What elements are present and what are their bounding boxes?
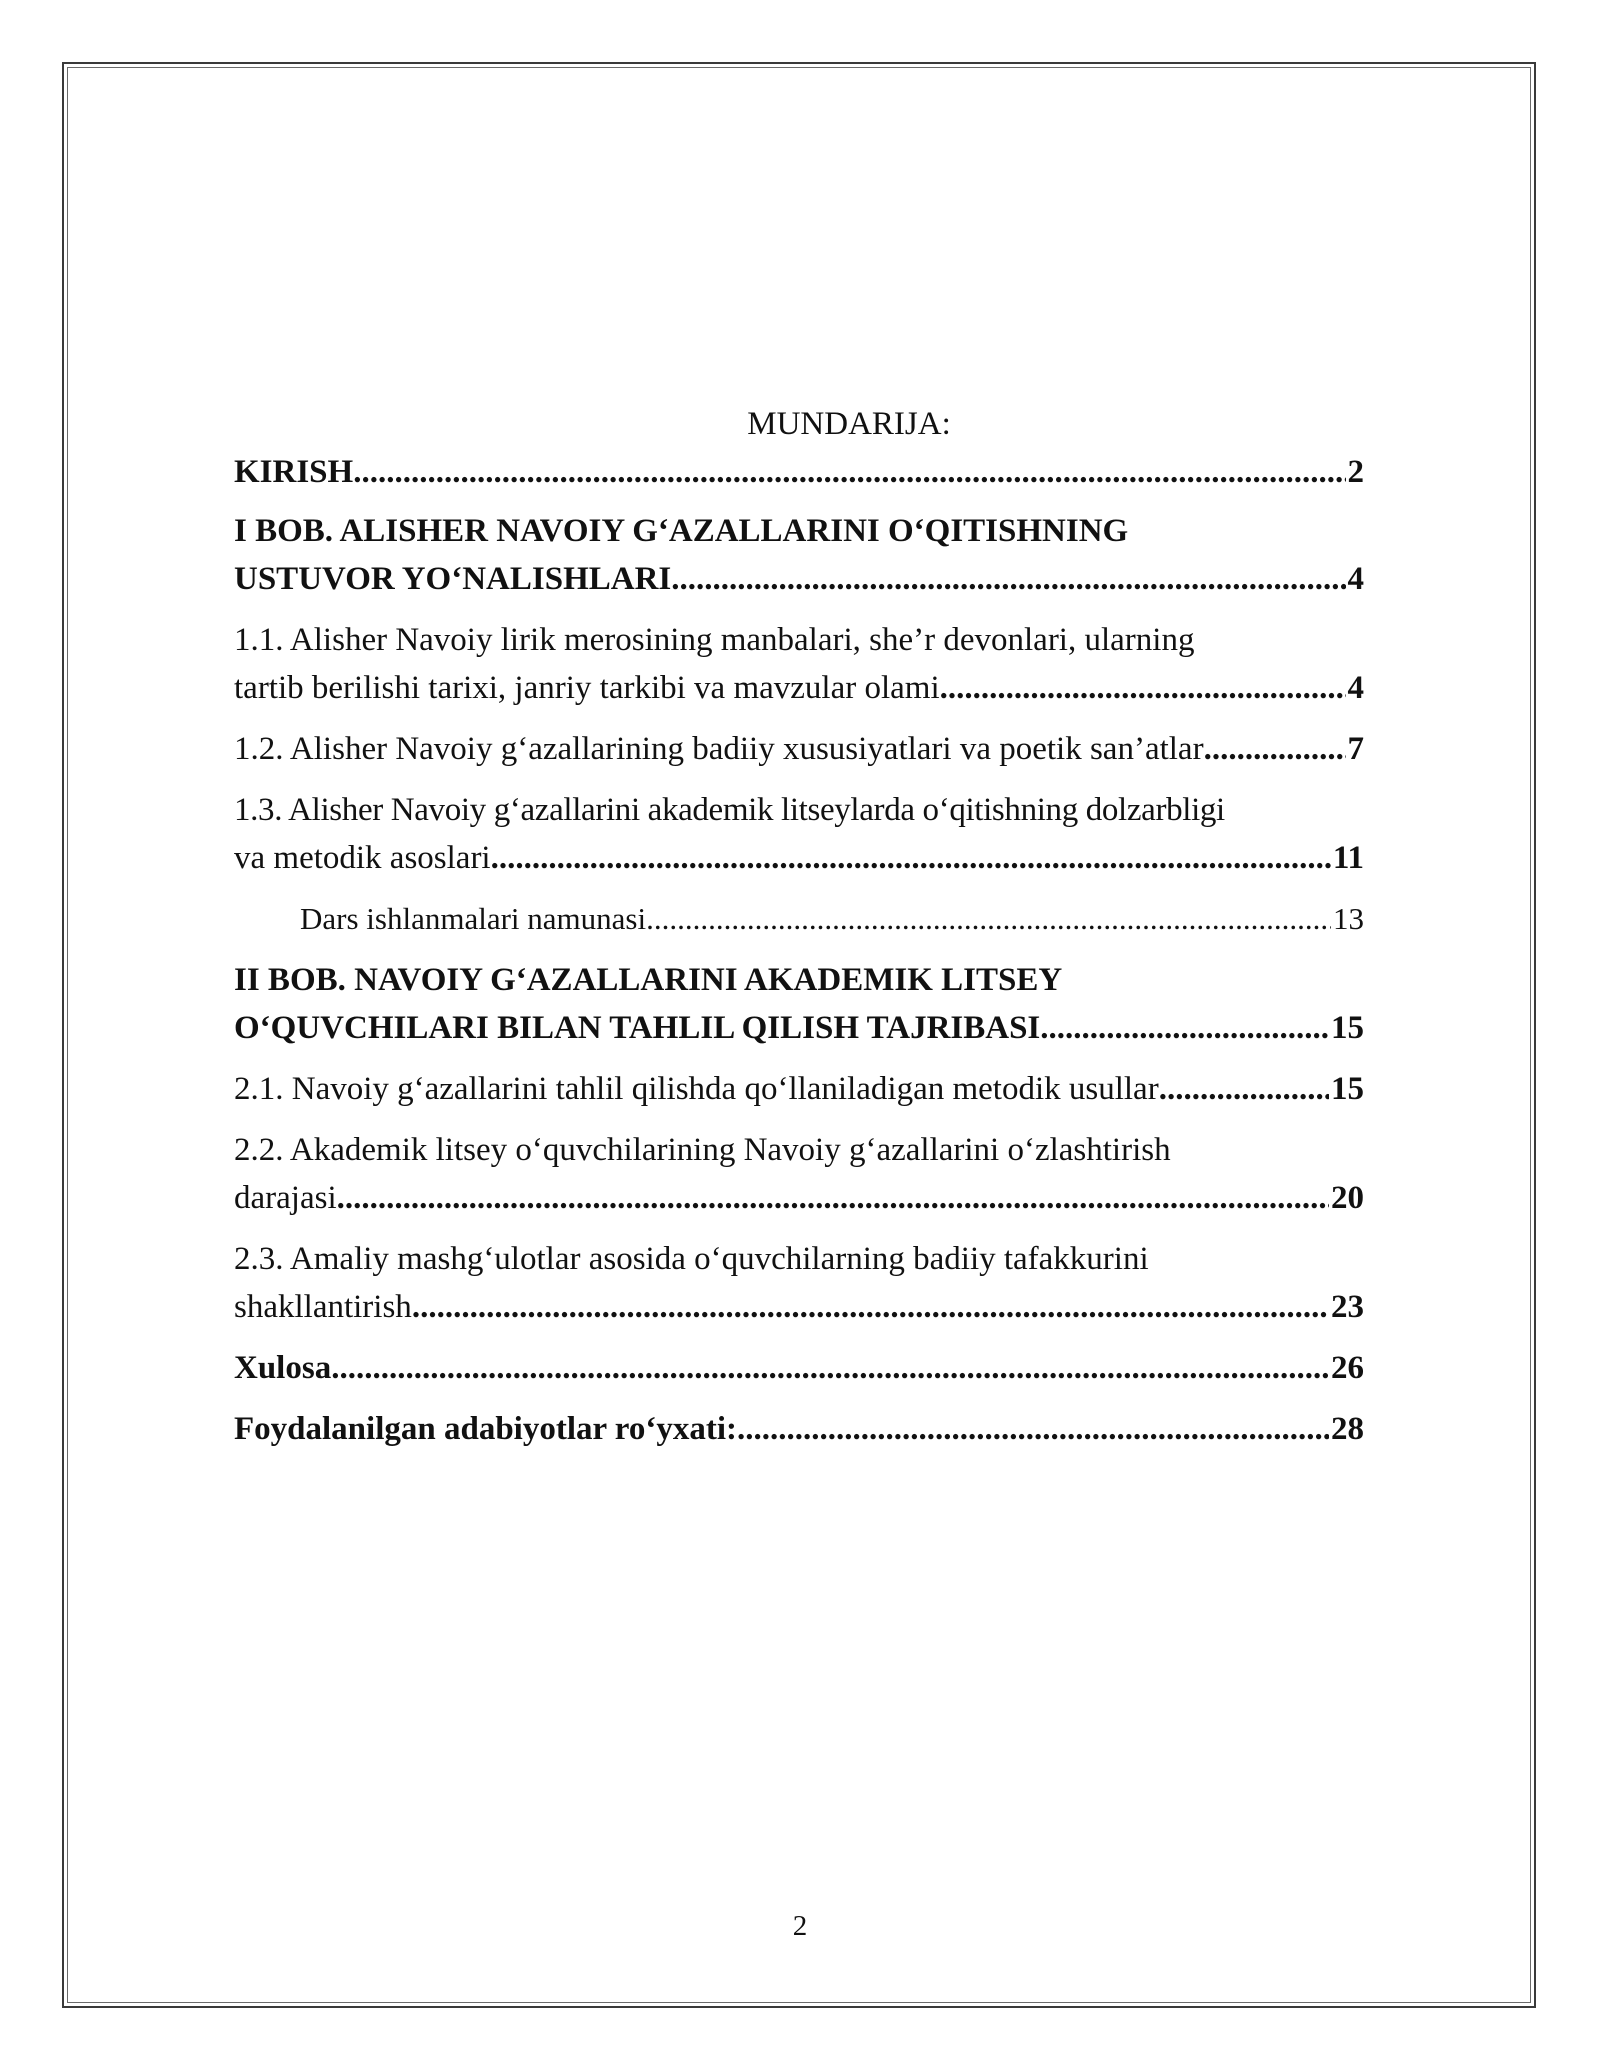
toc-entry-section-2-1[interactable]	[234, 1065, 1364, 1113]
toc-entry-label: va metodik asoslari	[234, 840, 491, 876]
dot-leader	[1159, 1065, 1329, 1113]
toc-entry-label: USTUVOR YO‘NALISHLARI	[234, 561, 672, 597]
toc-entry-section-1-3[interactable]	[234, 786, 1364, 882]
toc-entry-chapter-1[interactable]	[234, 507, 1364, 603]
toc-page-number: 26	[1331, 1350, 1364, 1386]
table-of-contents	[234, 400, 1364, 1466]
dot-leader	[737, 1405, 1329, 1453]
dot-leader	[940, 664, 1346, 712]
toc-entry-label: 2.1. Navoiy g‘azallarini tahlil qilishda qo‘llaniladigan metodik usullar	[234, 1071, 1159, 1107]
toc-entry-bibliography[interactable]	[234, 1405, 1364, 1453]
toc-entry-label: shakllantirish	[234, 1289, 412, 1325]
toc-entry-label: I BOB. ALISHER NAVOIY G‘AZALLARINI O‘QITISHNING	[234, 513, 1129, 549]
dot-leader	[1204, 725, 1346, 773]
toc-page-number: 4	[1347, 561, 1364, 597]
toc-page-number: 4	[1347, 670, 1364, 706]
toc-entry-section-2-2[interactable]	[234, 1126, 1364, 1222]
toc-page-number: 15	[1331, 1071, 1364, 1107]
dot-leader	[646, 895, 1331, 943]
dot-leader	[337, 1174, 1329, 1222]
toc-entry-label: KIRISH	[234, 454, 354, 490]
toc-entry-label: Foydalanilgan adabiyotlar ro‘yxati:	[234, 1411, 737, 1447]
toc-page-number: 23	[1331, 1289, 1364, 1325]
toc-entry-section-1-1[interactable]	[234, 616, 1364, 712]
toc-entry-label: II BOB. NAVOIY G‘AZALLARINI AKADEMIK LITSEY	[234, 962, 1063, 998]
toc-entry-label: 2.3. Amaliy mashg‘ulotlar asosida o‘quvchilarning badiiy tafakkurini	[234, 1241, 1149, 1277]
toc-entry-label: 1.2. Alisher Navoiy g‘azallarining badiiy xususiyatlari va poetik san’atlar	[234, 731, 1204, 767]
toc-entry-label: darajasi	[234, 1180, 337, 1216]
toc-entry-conclusion[interactable]	[234, 1344, 1364, 1392]
toc-page-number: 7	[1347, 731, 1364, 767]
toc-entry-label: 1.1. Alisher Navoiy lirik merosining manbalari, she’r devonlari, ularning	[234, 622, 1195, 658]
dot-leader	[1040, 1004, 1329, 1052]
toc-entry-label: Xulosa	[234, 1350, 332, 1386]
toc-page-number: 20	[1331, 1180, 1364, 1216]
toc-entry-section-1-2[interactable]	[234, 725, 1364, 773]
dot-leader	[331, 1344, 1329, 1392]
toc-entry-kirish[interactable]	[234, 448, 1364, 496]
toc-entry-label: O‘QUVCHILARI BILAN TAHLIL QILISH TAJRIBASI	[234, 1010, 1041, 1046]
toc-entry-chapter-2[interactable]	[234, 956, 1364, 1052]
toc-entry-label: 2.2. Akademik litsey o‘quvchilarining Navoiy g‘azallarini o‘zlashtirish	[234, 1132, 1171, 1168]
dot-leader	[491, 834, 1331, 882]
toc-page-number: 2	[1347, 454, 1364, 490]
page-number: 2	[792, 1910, 808, 1942]
toc-page-number: 11	[1332, 840, 1364, 876]
toc-page-number: 15	[1331, 1010, 1364, 1046]
toc-entry-label: 1.3. Alisher Navoiy g‘azallarini akademik litseylarda o‘qitishning dolzarbligi	[234, 792, 1225, 828]
toc-entry-lesson-samples[interactable]	[234, 895, 1364, 943]
toc-title: MUNDARIJA:	[747, 406, 951, 442]
dot-leader	[412, 1283, 1329, 1331]
toc-page-number: 13	[1333, 901, 1364, 936]
toc-entry-section-2-3[interactable]	[234, 1235, 1364, 1331]
dot-leader	[353, 448, 1345, 496]
dot-leader	[671, 555, 1345, 603]
toc-page-number: 28	[1331, 1411, 1364, 1447]
toc-entry-label: tartib berilishi tarixi, janriy tarkibi va mavzular olami	[234, 670, 940, 706]
toc-entry-label: Dars ishlanmalari namunasi	[300, 901, 647, 936]
